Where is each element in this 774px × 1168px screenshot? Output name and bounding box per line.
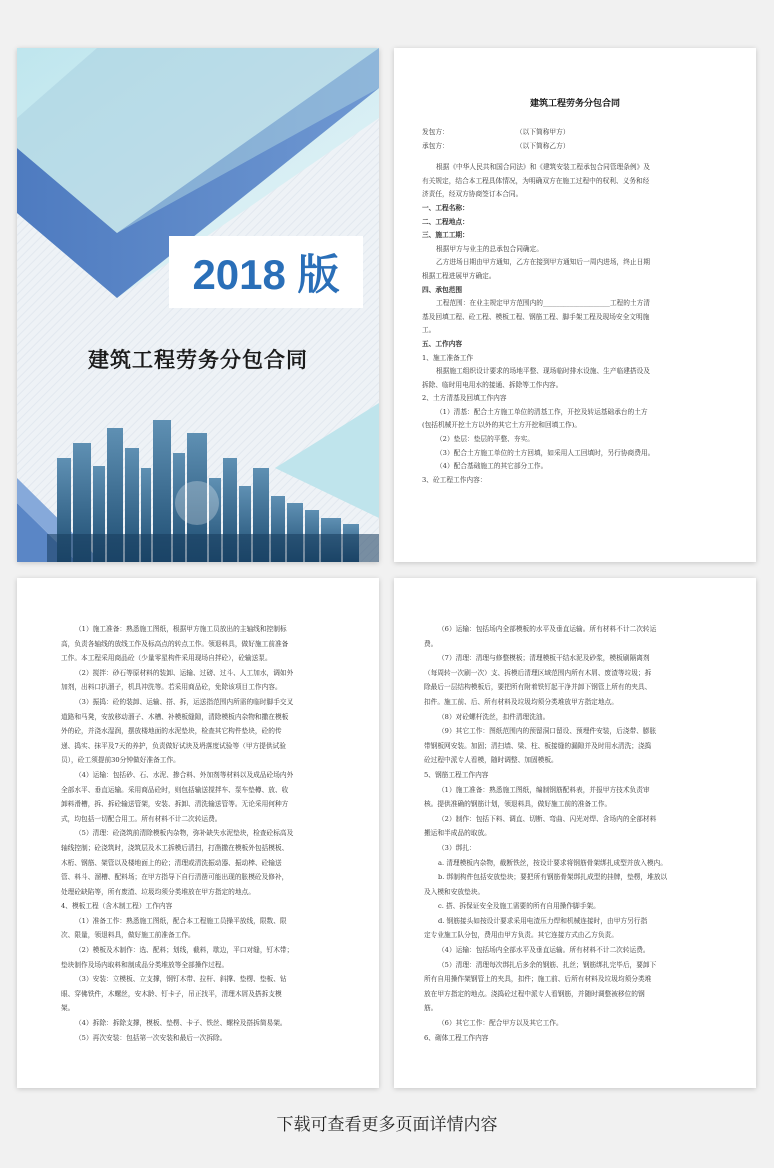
text-line: 木桁、钢筋、架管以及楼地面上的砼；清理或清洗振动器、振动棒、砼输送	[61, 858, 282, 867]
text-line: 架。	[61, 1004, 75, 1013]
text-line: 2、土方清基及回填工作内容	[422, 394, 507, 403]
text-line: 管、料斗、溜槽、配料场；在甲方指导下自行清凿可能出现的胀模砼及修补，	[61, 873, 289, 882]
party-b-row	[422, 140, 734, 154]
text-line: d. 钢筋接头如按设计要求采用电渣压力焊和机械连接时，由甲方另行指	[438, 916, 648, 925]
text-lines	[61, 622, 355, 1045]
text-line: 一、工程名称：	[422, 203, 469, 212]
text-line: （3）配合土方施工单位的土方回填，如采用人工回填时，另行协商费用。	[436, 448, 655, 457]
text-line: （4）配合基础施工的其它部分工作。	[436, 462, 548, 471]
page-title: 建筑工程劳务分包合同	[529, 99, 620, 109]
text-line: （9）其它工作：图纸范围内的预留洞口留设、预埋件安装，后浇带、膨胀	[438, 727, 657, 736]
party-a-row	[422, 126, 734, 140]
text-line: 费。	[424, 639, 438, 648]
text-line: （7）清理：清理与修整模板；清理模板干结水泥及砂浆，模板刷隔离剂	[438, 654, 650, 663]
text-line: 根据施工组织设计要求的场地平整、现场临时排水设施、生产临建搭设及	[436, 367, 650, 376]
party-a-label: 发包方：	[422, 128, 449, 136]
text-line: 工作。本工程采用商品砼（少量零星构件采用现场自拌砼），砼输送泵。	[61, 654, 272, 663]
text-line: （3）安装：立模板、立支撑，钢钉木带、拉杆、斜撑、垫楞、垫板、钻	[75, 975, 287, 984]
text-line: 除最后一层结构模板后，要把所有附着铁钉起干净并卸下钢管上所有的夹具、	[424, 683, 652, 692]
text-line: 拆除、临时用电用水的接通、拆除等工作内容。	[422, 380, 563, 389]
text-line: （每周转一次刷一次）支、拆模后清理区域范围内所有木屑、废渣等垃圾；拆	[424, 668, 652, 677]
text-line: 眼、穿佛铁件，木螺丝，安木龄、钉卡子，吊正找平，清理木屑及搭拆支模	[61, 989, 282, 998]
text-line: 加剂，出料口扒溜子，机具冲洗等。若采用商品砼，免除该项目工作内容。	[61, 683, 282, 692]
text-line: 工程范围：在业主规定甲方范围内的____________________工程的土方清	[436, 299, 650, 308]
text-line: （1）清基：配合土方施工单位的清基工作，开挖及转运基础承台的土方	[436, 407, 648, 416]
contract-page-1	[394, 48, 756, 562]
party-b-note: （以下简称乙方）	[516, 141, 570, 150]
text-line: （2）搅拌：砂石等原材料的装卸、运输、过磅、过斗、人工加水，调如外	[75, 668, 294, 677]
text-line: 定专业施工队分包，费用由甲方负责。其它连接方式由乙方负责。	[424, 931, 618, 940]
text-line: 道路和马凳，安放移动溜子、木槽、补模板缝隙，清除模板内杂物和撒在模板	[61, 712, 289, 721]
text-line: 砼过程中派专人看模，随时调整、加固模板。	[424, 756, 558, 765]
text-line: b. 绑制构件包括安放垫块；要把所有钢筋骨架绑扎成型的挂牌，垫楞，堆放以	[438, 873, 668, 882]
text-line: （8）对砼螺杆洗丝，扣件清理洗油。	[438, 712, 550, 721]
text-line: 四、承包范围	[422, 285, 463, 294]
text-line: （4）拆除：拆除支撑，模板、垫楞、卡子、铁丝、螺栓及搭拆简易架。	[75, 1019, 287, 1028]
version-label: 2018 版	[192, 251, 340, 298]
text-line: 工。	[422, 326, 436, 335]
contract-page-3	[394, 578, 756, 1088]
text-line: (包括机械开挖土方以外的其它土方开挖和回填工作)。	[422, 421, 582, 430]
text-line: （6）其它工作：配合甲方以及其它工作。	[438, 1019, 563, 1028]
text-lines	[424, 622, 730, 1045]
text-line: 轴线控制；砼浇筑时，浇筑层及木工拆模后清扫，打凿撒在模板外包括模板、	[61, 843, 289, 852]
text-line: 1、施工准备工作	[422, 353, 474, 362]
text-line: 4、模板工程（含木制工程）工作内容	[61, 902, 173, 911]
text-line: （1）施工准备：熟悉施工图纸，编制钢筋配料表，并报甲方技术负责审	[438, 785, 650, 794]
text-line: 济责任，经双方协商签订本合同。	[422, 190, 523, 199]
text-line: （5）清理：清理每次绑扎后多余的钢筋、扎丝；钢筋绑扎完毕后，要卸下	[438, 960, 657, 969]
party-a-note: （以下简称甲方）	[516, 128, 570, 136]
text-line: 二、工程地点：	[422, 217, 469, 226]
text-line: 5、钢筋工程工作内容	[424, 770, 489, 779]
text-line: 带钢板网安装。加固；清扫墙、梁、柱、板接缝的漏隙并及时用水清洗；浇捣	[424, 741, 652, 750]
text-line: 外的砼，并浇水湿润，摆放楼地面的水泥垫块，检查其它构件垫块，砼的传	[61, 727, 282, 736]
text-line: 处理砼缺陷等，所有废渣、垃圾均须分类堆放在甲方指定的地点。	[61, 887, 255, 896]
text-line: 乙方进场日期由甲方通知，乙方在接到甲方通知后一周内进场，终止日期	[436, 258, 650, 267]
cover-page	[17, 48, 379, 562]
text-line: 高，负责各轴线的放线工作及标高点的转点工作。领退料具，做好施工前准备	[61, 639, 289, 648]
text-line: 6、砌体工程工作内容	[424, 1033, 489, 1042]
text-line: 垫块制作及场内取料和制成品分类堆放等全部操作过程。	[61, 960, 229, 969]
text-line: （5）再次安装：包括第一次安装和最后一次拆除。	[75, 1033, 227, 1042]
text-line: 扣件。施工前、后、所有材料及垃圾均须分类堆放甲方指定地点。	[424, 697, 618, 706]
text-line: 递、捣实、抹平及7天的养护，负责做好试块及坍落度试验等（甲方提供试验	[61, 741, 286, 750]
text-line: 基及回填工程、砼工程、模板工程、钢筋工程、脚手架工程及现场安全文明施	[422, 312, 650, 321]
text-line: （5）清理：砼浇筑前清除模板内杂物，弥补缺失水泥垫块，检查砼标高及	[75, 829, 294, 838]
text-line: （4）运输：包括场内全部水平及垂直运输。所有材料不计二次转运费。	[438, 946, 650, 955]
text-line: 3、砼工程工作内容：	[422, 475, 487, 484]
text-line: 全部水平、垂直运输。采用商品砼时，则包括输送搅拌车、泵车垫樽、放、收	[61, 785, 289, 794]
text-line: （1）准备工作：熟悉施工图纸，配合本工程施工员操平放线，限数、限	[75, 916, 287, 925]
text-line: 式，均包括一切配合用工。所有材料不计二次转运费。	[61, 814, 222, 823]
text-line: 放在甲方指定的地点。浇捣砼过程中派专人看钢筋，并随时调整被移位的钢	[424, 989, 645, 998]
page-body	[422, 126, 734, 487]
text-line: 根据甲方与业主的总承包合同确定。	[436, 244, 543, 253]
text-line: c. 搭、拆保证安全及施工需要的所有自用操作脚手架。	[438, 902, 600, 911]
text-line: 员），砼工须提前30分钟做好准备工作。	[61, 756, 180, 765]
text-line: 搬运和半成品的取放。	[424, 829, 491, 838]
text-line: 三、施工工期：	[422, 231, 469, 240]
text-line: 及入模和安放垫块。	[424, 887, 485, 896]
text-line: （2）模板及木制作：选、配料；划线，截料，歇边，平口对缝，钉木带；	[75, 946, 294, 955]
text-line: 根据《中华人民共和国合同法》和《建筑安装工程承包合同管理条例》及	[436, 163, 650, 172]
footer-caption: 下载可查看更多页面详情内容	[276, 1115, 498, 1135]
cover-title: 建筑工程劳务分包合同	[88, 348, 308, 372]
text-lines	[422, 161, 734, 487]
text-line: 筋。	[424, 1004, 438, 1013]
text-line: （2）垫层：垫层的平整、夯实。	[436, 435, 534, 444]
version-box	[169, 236, 363, 308]
party-b-label: 承包方：	[422, 141, 449, 150]
contract-page-2	[17, 578, 379, 1088]
text-line: （2）制作：包括下料、调直、切断、弯曲、闪光对焊、含场内的全部材料	[438, 814, 657, 823]
text-line: （6）运输：包括场内全部模板的水平及垂直运输。所有材料不计二次转运	[438, 625, 657, 633]
text-line: 卸料滑槽，拆、拆砼输送管架，安装、拆卸、清洗输送管等。无论采用何种方	[61, 800, 289, 809]
text-line: 核。提供准确的钢筋计划，领退料具，做好施工前的准备工作。	[424, 800, 612, 809]
text-line: （3）绑扎：	[438, 843, 476, 852]
text-line: （4）运输：包括砂、石、水泥、掺合料、外加剂等材料以及成品砼场内外	[75, 770, 294, 779]
text-line: 所有自用操作架钢管上的夹具，扣件；施工前、后所有材料及垃圾均须分类堆	[424, 975, 652, 984]
text-line: 有关规定，结合本工程具体情况，为明确双方在施工过程中的权利、义务和经	[422, 176, 650, 185]
text-line: 根据工程进展甲方确定。	[422, 271, 496, 280]
text-line: （1）施工准备：熟悉施工图纸，根据甲方施工员放出的主轴线和控制标	[75, 625, 287, 633]
text-line: （3）振捣：砼的装卸、运输、搭、拆，运送指范围内所需的临时脚手交叉	[75, 697, 294, 706]
text-line: a. 清理模板内杂物，截断铁丝，按设计要求将钢筋骨架绑扎成型并放入模内。	[438, 858, 667, 867]
text-line: 次、限量，领退料具，做好施工前准备工作。	[61, 931, 195, 940]
text-line: 五、工作内容	[422, 339, 463, 348]
